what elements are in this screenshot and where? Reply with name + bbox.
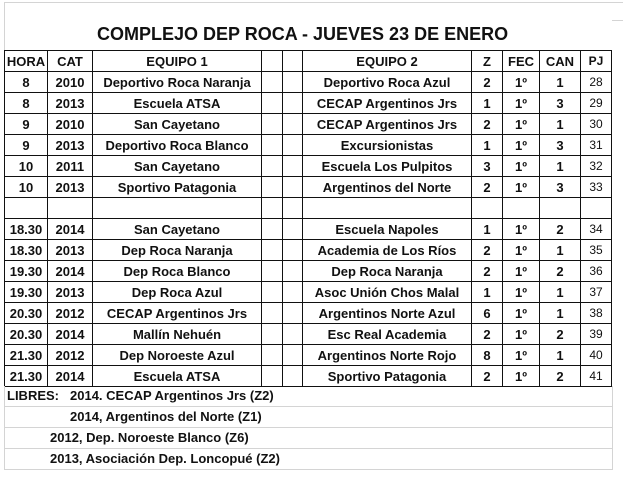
libres-item: 2013, Asociación Dep. Loncopué (Z2) (50, 451, 280, 466)
cell-fec[interactable]: 1º (503, 156, 540, 177)
cell-hora[interactable]: 21.30 (5, 366, 48, 387)
header-row (5, 51, 612, 72)
cell-fec[interactable]: 1º (503, 219, 540, 240)
header-z[interactable]: Z (472, 51, 503, 72)
cell-spacer[interactable] (262, 345, 283, 366)
cell-spacer[interactable] (262, 219, 283, 240)
cell-z[interactable]: 1 (472, 219, 503, 240)
cell-hora[interactable]: 18.30 (5, 240, 48, 261)
match-row (5, 135, 612, 156)
cell-equipo2[interactable]: CECAP Argentinos Jrs (303, 114, 472, 135)
cell-equipo2[interactable]: Academia de Los Ríos (303, 240, 472, 261)
header-pj[interactable]: PJ (581, 51, 612, 72)
cell-equipo2[interactable]: Asoc Unión Chos Malal (303, 282, 472, 303)
match-row (5, 303, 612, 324)
cell-spacer[interactable] (262, 324, 283, 345)
cell-spacer[interactable] (262, 72, 283, 93)
cell-equipo1[interactable]: Sportivo Patagonia (93, 177, 262, 198)
cell-z[interactable]: 6 (472, 303, 503, 324)
cell-fec[interactable] (503, 198, 540, 219)
cell-fec[interactable]: 1º (503, 282, 540, 303)
cell-cat[interactable]: 2010 (48, 72, 93, 93)
cell-can[interactable]: 1 (540, 114, 581, 135)
cell-fec[interactable]: 1º (503, 261, 540, 282)
cell-fec[interactable]: 1º (503, 324, 540, 345)
cell-cat[interactable]: 2014 (48, 219, 93, 240)
cell-cat[interactable]: 2013 (48, 177, 93, 198)
cell-can[interactable]: 2 (540, 219, 581, 240)
cell-fec[interactable]: 1º (503, 72, 540, 93)
cell-equipo1[interactable]: Escuela ATSA (93, 366, 262, 387)
match-row (5, 324, 612, 345)
cell-spacer[interactable] (262, 198, 283, 219)
cell-spacer[interactable] (262, 156, 283, 177)
cell-equipo2[interactable]: Sportivo Patagonia (303, 366, 472, 387)
cell-spacer[interactable] (262, 135, 283, 156)
cell-equipo2[interactable]: Argentinos del Norte (303, 177, 472, 198)
header-fec[interactable]: FEC (503, 51, 540, 72)
cell-pj[interactable]: 29 (581, 93, 612, 114)
match-row (5, 93, 612, 114)
cell-fec[interactable]: 1º (503, 135, 540, 156)
header-equipo2[interactable]: EQUIPO 2 (303, 51, 472, 72)
cell-can[interactable]: 1 (540, 303, 581, 324)
header-cat[interactable]: CAT (48, 51, 93, 72)
page-title: COMPLEJO DEP ROCA - JUEVES 23 DE ENERO (97, 24, 509, 44)
cell-cat[interactable]: 2014 (48, 261, 93, 282)
match-row (5, 177, 612, 198)
cell-equipo1[interactable]: San Cayetano (93, 114, 262, 135)
cell-cat[interactable]: 2013 (48, 135, 93, 156)
cell-spacer[interactable] (283, 198, 303, 219)
cell-spacer[interactable] (283, 366, 303, 387)
cell-z[interactable]: 1 (472, 282, 503, 303)
cell-spacer[interactable] (262, 177, 283, 198)
cell-equipo2[interactable]: Argentinos Norte Rojo (303, 345, 472, 366)
cell-hora[interactable]: 21.30 (5, 345, 48, 366)
cell-spacer[interactable] (283, 93, 303, 114)
cell-can[interactable]: 1 (540, 345, 581, 366)
cell-hora[interactable]: 19.30 (5, 261, 48, 282)
cell-equipo1[interactable]: Dep Noroeste Azul (93, 345, 262, 366)
gridline (4, 2, 623, 3)
cell-z[interactable]: 8 (472, 345, 503, 366)
cell-fec[interactable]: 1º (503, 240, 540, 261)
cell-equipo2[interactable]: CECAP Argentinos Jrs (303, 93, 472, 114)
cell-pj[interactable]: 32 (581, 156, 612, 177)
cell-fec[interactable]: 1º (503, 177, 540, 198)
cell-equipo2[interactable]: Deportivo Roca Azul (303, 72, 472, 93)
cell-spacer[interactable] (283, 177, 303, 198)
cell-can[interactable]: 1 (540, 240, 581, 261)
cell-pj[interactable]: 38 (581, 303, 612, 324)
cell-spacer[interactable] (262, 114, 283, 135)
cell-pj[interactable]: 30 (581, 114, 612, 135)
cell-equipo1[interactable]: CECAP Argentinos Jrs (93, 303, 262, 324)
cell-spacer[interactable] (283, 324, 303, 345)
cell-cat[interactable]: 2014 (48, 366, 93, 387)
match-row (5, 261, 612, 282)
cell-z[interactable]: 2 (472, 324, 503, 345)
cell-pj[interactable]: 33 (581, 177, 612, 198)
header-can[interactable]: CAN (540, 51, 581, 72)
cell-hora[interactable]: 9 (5, 114, 48, 135)
cell-hora[interactable]: 20.30 (5, 324, 48, 345)
cell-spacer[interactable] (283, 219, 303, 240)
cell-cat[interactable]: 2011 (48, 156, 93, 177)
header-spacer[interactable] (262, 51, 283, 72)
cell-can[interactable]: 1 (540, 72, 581, 93)
cell-cat[interactable]: 2013 (48, 240, 93, 261)
cell-fec[interactable]: 1º (503, 303, 540, 324)
cell-hora[interactable]: 18.30 (5, 219, 48, 240)
cell-spacer[interactable] (283, 345, 303, 366)
cell-equipo1[interactable]: Dep Roca Blanco (93, 261, 262, 282)
cell-hora[interactable]: 8 (5, 72, 48, 93)
cell-spacer[interactable] (283, 156, 303, 177)
cell-spacer[interactable] (283, 303, 303, 324)
cell-z[interactable]: 2 (472, 261, 503, 282)
cell-spacer[interactable] (283, 240, 303, 261)
cell-spacer[interactable] (283, 135, 303, 156)
cell-spacer[interactable] (262, 93, 283, 114)
cell-can[interactable]: 3 (540, 93, 581, 114)
cell-spacer[interactable] (283, 282, 303, 303)
cell-fec[interactable]: 1º (503, 366, 540, 387)
cell-spacer[interactable] (283, 114, 303, 135)
cell-pj[interactable] (581, 198, 612, 219)
cell-can[interactable]: 3 (540, 135, 581, 156)
cell-cat[interactable]: 2012 (48, 303, 93, 324)
cell-cat[interactable]: 2014 (48, 324, 93, 345)
cell-hora[interactable]: 10 (5, 177, 48, 198)
cell-spacer[interactable] (262, 366, 283, 387)
cell-pj[interactable]: 31 (581, 135, 612, 156)
cell-equipo2[interactable]: Escuela Napoles (303, 219, 472, 240)
cell-can[interactable]: 1 (540, 156, 581, 177)
cell-hora[interactable]: 8 (5, 93, 48, 114)
libres-row[interactable] (4, 386, 612, 407)
match-row (5, 219, 612, 240)
header-equipo1[interactable]: EQUIPO 1 (93, 51, 262, 72)
cell-pj[interactable]: 39 (581, 324, 612, 345)
cell-fec[interactable]: 1º (503, 114, 540, 135)
match-row (5, 240, 612, 261)
libres-row[interactable] (4, 428, 612, 449)
cell-z[interactable]: 1 (472, 93, 503, 114)
cell-cat[interactable]: 2010 (48, 114, 93, 135)
cell-equipo2[interactable] (303, 198, 472, 219)
libres-section (4, 386, 612, 470)
libres-label: LIBRES: (7, 388, 59, 403)
cell-spacer[interactable] (262, 303, 283, 324)
cell-spacer[interactable] (283, 72, 303, 93)
cell-hora[interactable]: 19.30 (5, 282, 48, 303)
cell-can[interactable]: 3 (540, 177, 581, 198)
header-spacer[interactable] (283, 51, 303, 72)
cell-equipo1[interactable]: Dep Roca Azul (93, 282, 262, 303)
cell-z[interactable]: 2 (472, 177, 503, 198)
cell-z[interactable]: 2 (472, 366, 503, 387)
cell-hora[interactable] (5, 198, 48, 219)
cell-cat[interactable]: 2013 (48, 282, 93, 303)
cell-fec[interactable]: 1º (503, 345, 540, 366)
cell-z[interactable]: 2 (472, 114, 503, 135)
gridline (4, 2, 5, 50)
blank-row (5, 198, 612, 219)
cell-z[interactable] (472, 198, 503, 219)
cell-cat[interactable]: 2012 (48, 345, 93, 366)
cell-equipo2[interactable]: Esc Real Academia (303, 324, 472, 345)
match-row (5, 366, 612, 387)
cell-equipo1[interactable] (93, 198, 262, 219)
gridline (612, 386, 613, 470)
cell-spacer[interactable] (262, 240, 283, 261)
cell-cat[interactable] (48, 198, 93, 219)
cell-pj[interactable]: 40 (581, 345, 612, 366)
cell-pj[interactable]: 35 (581, 240, 612, 261)
cell-cat[interactable]: 2013 (48, 93, 93, 114)
header-hora[interactable]: HORA (5, 51, 48, 72)
libres-row[interactable] (4, 449, 612, 470)
cell-spacer[interactable] (283, 261, 303, 282)
cell-equipo2[interactable]: Dep Roca Naranja (303, 261, 472, 282)
match-row (5, 114, 612, 135)
cell-fec[interactable]: 1º (503, 93, 540, 114)
cell-pj[interactable]: 37 (581, 282, 612, 303)
cell-hora[interactable]: 20.30 (5, 303, 48, 324)
cell-equipo1[interactable]: Deportivo Roca Blanco (93, 135, 262, 156)
schedule-table (4, 50, 612, 387)
cell-spacer[interactable] (262, 282, 283, 303)
libres-row[interactable] (4, 407, 612, 428)
cell-equipo1[interactable]: Dep Roca Naranja (93, 240, 262, 261)
cell-equipo2[interactable]: Escuela Los Pulpitos (303, 156, 472, 177)
cell-z[interactable]: 2 (472, 240, 503, 261)
cell-equipo2[interactable]: Argentinos Norte Azul (303, 303, 472, 324)
cell-equipo2[interactable]: Excursionistas (303, 135, 472, 156)
cell-can[interactable]: 2 (540, 261, 581, 282)
match-row (5, 345, 612, 366)
match-row (5, 72, 612, 93)
cell-pj[interactable]: 34 (581, 219, 612, 240)
cell-can[interactable]: 1 (540, 282, 581, 303)
cell-equipo1[interactable]: Deportivo Roca Naranja (93, 72, 262, 93)
cell-pj[interactable]: 41 (581, 366, 612, 387)
gridline (612, 20, 623, 21)
cell-hora[interactable]: 9 (5, 135, 48, 156)
cell-equipo1[interactable]: Escuela ATSA (93, 93, 262, 114)
cell-equipo1[interactable]: San Cayetano (93, 219, 262, 240)
libres-item: 2014. CECAP Argentinos Jrs (Z2) (70, 388, 274, 403)
cell-z[interactable]: 3 (472, 156, 503, 177)
cell-pj[interactable]: 28 (581, 72, 612, 93)
cell-can[interactable] (540, 198, 581, 219)
libres-item: 2012, Dep. Noroeste Blanco (Z6) (50, 430, 249, 445)
match-row (5, 282, 612, 303)
cell-spacer[interactable] (262, 261, 283, 282)
cell-z[interactable]: 1 (472, 135, 503, 156)
cell-can[interactable]: 2 (540, 366, 581, 387)
cell-equipo1[interactable]: Mallín Nehuén (93, 324, 262, 345)
match-row (5, 156, 612, 177)
cell-pj[interactable]: 36 (581, 261, 612, 282)
cell-can[interactable]: 2 (540, 324, 581, 345)
libres-item: 2014, Argentinos del Norte (Z1) (70, 409, 262, 424)
cell-hora[interactable]: 10 (5, 156, 48, 177)
cell-z[interactable]: 2 (472, 72, 503, 93)
cell-equipo1[interactable]: San Cayetano (93, 156, 262, 177)
